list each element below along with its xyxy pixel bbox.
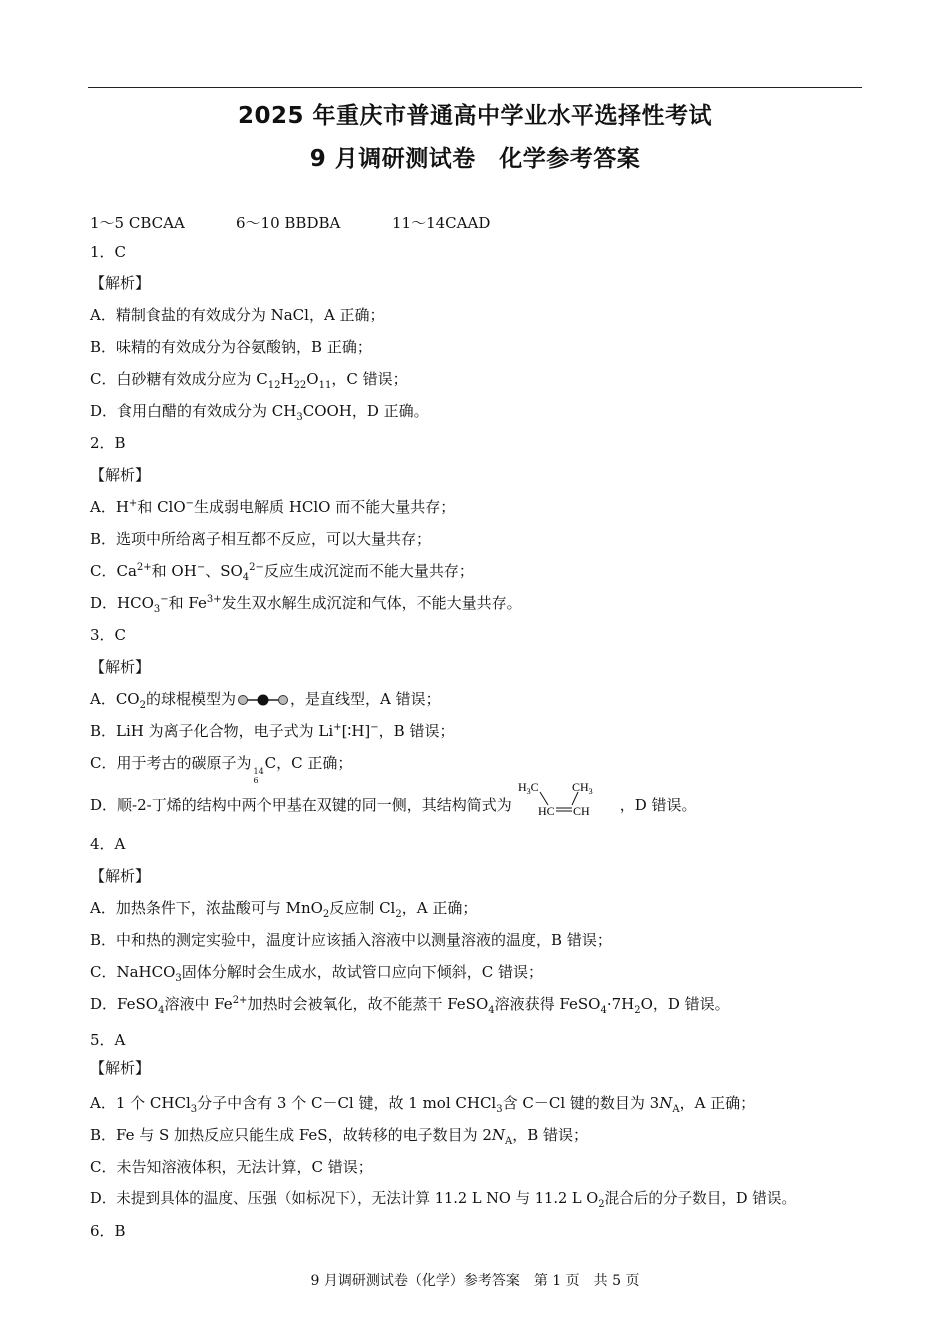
q2-option-c: C．$Ca^{2+}$和 OH−、$SO_4^{2-}$反应生成沉淀而不能大量共存；	[90, 562, 474, 583]
page-footer: 9 月调研测试卷（化学）参考答案 第 1 页 共 5 页	[310, 1273, 640, 1289]
q4-option-a: A．加热条件下，浓盐酸可与 MnO$_2$反应制 $Cl_2$，A 正确；	[90, 899, 478, 920]
q4-answer: 4．A	[90, 835, 126, 853]
q1-option-b: B．味精的有效成分为谷氨酸钠，B 正确；	[90, 338, 372, 356]
q4-option-c: C．NaHCO$_3$固体分解时会生成水，故试管口应向下倾斜，C 错误；	[90, 963, 544, 984]
svg-text:H3C: $H_3C$	[517, 780, 539, 796]
q1-analysis-label: 【解析】	[90, 274, 151, 292]
q5-option-d: D．未提到具体的温度、压强（如标况下），无法计算 11.2 L NO 与 11.2 L $O_2$混合后的分子数目，D 错误。	[90, 1190, 797, 1210]
svg-text:CH: CH	[572, 804, 590, 818]
q5-option-c: C．未告知溶液体积，无法计算，C 错误；	[90, 1158, 373, 1176]
q2-answer: 2．B	[90, 434, 126, 452]
carbon-isotope-notation: 14 6	[253, 767, 264, 785]
q3-option-b: B．LiH 为离子化合物，电子式为 Li+[∶H]−，B 错误；	[90, 722, 455, 740]
answer-key-title: 9 月调研测试卷 化学参考答案	[309, 146, 641, 172]
answer-summary	[90, 213, 490, 233]
q4-analysis-label: 【解析】	[90, 867, 151, 885]
q1-option-a: A．精制食盐的有效成分为 NaCl，A 正确；	[90, 306, 385, 324]
q2-option-b: B．选项中所给离子相互都不反应，可以大量共存；	[90, 530, 432, 548]
svg-text:CH3: $CH_3$	[571, 780, 593, 796]
q5-option-b: B．Fe 与 S 加热反应只能生成 FeS，故转移的电子数目为 $2N_A$，B 错误；	[90, 1126, 589, 1147]
q1-option-d: D．食用白醋的有效成分为 $CH_3COOH$，D 正确。	[90, 402, 429, 423]
co2-ball-stick-model-icon	[236, 692, 290, 708]
top-rule	[88, 87, 862, 88]
q3-analysis-label: 【解析】	[90, 658, 151, 676]
q5-option-a: A．1 个 CHCl$_3$分子中含有 3 个 C－Cl 键，故 1 mol CHCl$_3$含 C－Cl 键的数目为 $3N_A$，A 正确；	[90, 1094, 756, 1115]
summary-group-3: 11～14CAAD	[392, 214, 491, 232]
summary-group-2: 6～10 BBDBA	[236, 214, 341, 232]
q6-answer: 6．B	[90, 1222, 126, 1240]
q3-option-a: A．$CO_2$的球棍模型为 ，是直线型，A 错误；	[90, 690, 441, 711]
svg-text:HC: HC	[537, 804, 555, 818]
q2-analysis-label: 【解析】	[90, 466, 151, 484]
summary-group-1: 1～5 CBCAA	[90, 214, 185, 232]
exam-title: 2025 年重庆市普通高中学业水平选择性考试	[237, 103, 713, 129]
q2-option-d: D．$HCO_3^-$和 $Fe^{3+}$发生双水解生成沉淀和气体，不能大量共存。	[90, 594, 522, 615]
q4-option-b: B．中和热的测定实验中，温度计应该插入溶液中以测量溶液的温度，B 错误；	[90, 931, 612, 949]
q3-option-d: D．顺-2-丁烯的结构中两个甲基在双键的同一侧，其结构简式为 $H_3C$ $CH_3$ HC CH ，D 错误。	[90, 780, 697, 818]
q5-answer: 5．A	[90, 1031, 126, 1049]
q3-answer: 3．C	[90, 626, 127, 644]
q3-option-c: C．用于考古的碳原子为 14 6 C，C 正确；	[90, 754, 353, 785]
q1-answer: 1．C	[90, 243, 127, 261]
q1-option-c: C．白砂糖有效成分应为 $C_{12}H_{22}O_{11}$，C 错误；	[90, 370, 408, 391]
q2-option-a: A．H+和 ClO−生成弱电解质 HClO 而不能大量共存；	[90, 498, 456, 516]
q5-analysis-label: 【解析】	[90, 1059, 151, 1077]
q4-option-d: D．FeSO$_4$溶液中 $Fe^{2+}$加热时会被氧化，故不能蒸干 FeSO$_4$溶液获得 $FeSO_4\cdot 7H_2O$，D 错误。	[90, 995, 730, 1016]
cis-2-butene-structure	[516, 779, 616, 819]
